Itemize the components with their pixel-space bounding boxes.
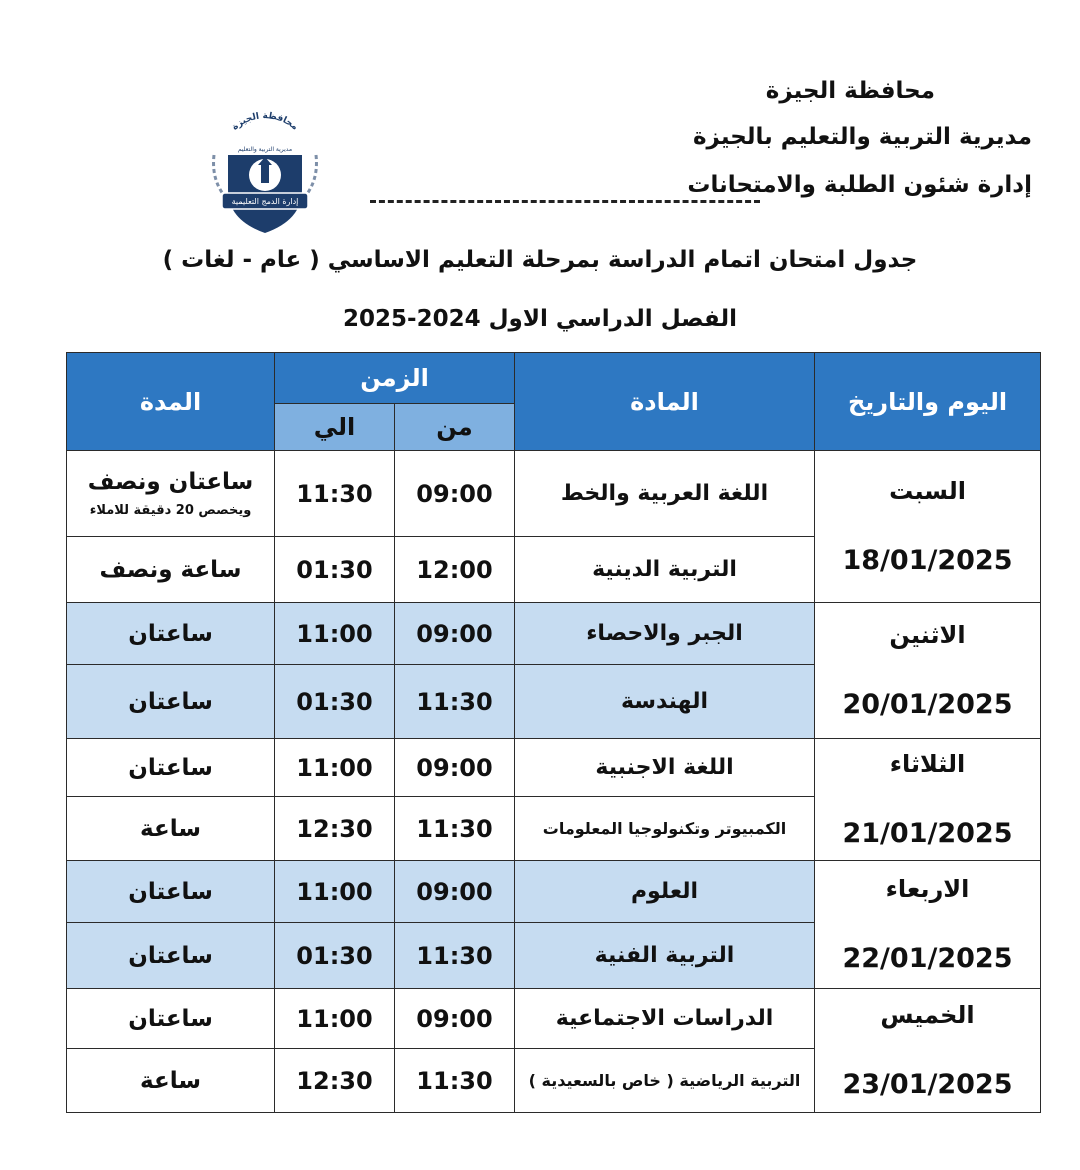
directorate-line: مديرية التربية والتعليم بالجيزة [692, 124, 1032, 150]
logo-sub-text: مديرية التربية والتعليم [237, 146, 293, 153]
from-time: 09:00 [395, 451, 515, 537]
duration-cell: ساعتان [67, 923, 275, 989]
subject-cell: العلوم [515, 861, 815, 923]
duration-note: ويخصص 20 دقيقة للاملاء [89, 503, 252, 518]
subject-cell: اللغة الاجنبية [515, 739, 815, 797]
exam-schedule-table [66, 352, 1041, 1113]
table-row [67, 603, 1041, 665]
day-cell [815, 861, 1041, 989]
from-time: 09:00 [395, 603, 515, 665]
day-name: الاثنين [889, 621, 966, 649]
day-cell [815, 739, 1041, 861]
subject-cell: الهندسة [515, 665, 815, 739]
from-time: 11:30 [395, 1049, 515, 1113]
header-from: من [395, 404, 515, 451]
to-time: 12:30 [275, 797, 395, 861]
logo-band-text: إدارة الدمج التعليمية [231, 197, 299, 206]
to-time: 01:30 [275, 537, 395, 603]
duration-cell: ساعة [67, 797, 275, 861]
day-date: 22/01/2025 [842, 943, 1013, 974]
day-cell [815, 603, 1041, 739]
to-time: 01:30 [275, 665, 395, 739]
day-name: السبت [889, 477, 966, 505]
day-date: 20/01/2025 [842, 689, 1013, 720]
to-time: 11:00 [275, 989, 395, 1049]
subject-cell: اللغة العربية والخط [515, 451, 815, 537]
duration-cell: ساعة ونصف [67, 537, 275, 603]
duration-cell: ساعة [67, 1049, 275, 1113]
header-subject: المادة [515, 353, 815, 451]
to-time: 11:00 [275, 603, 395, 665]
to-time: 11:00 [275, 739, 395, 797]
from-time: 11:30 [395, 923, 515, 989]
duration-cell: ساعتان [67, 665, 275, 739]
day-name: الاربعاء [885, 875, 970, 903]
day-date: 18/01/2025 [842, 545, 1013, 576]
from-time: 09:00 [395, 989, 515, 1049]
day-name: الخميس [880, 1001, 975, 1029]
subject-cell: الدراسات الاجتماعية [515, 989, 815, 1049]
from-time: 09:00 [395, 861, 515, 923]
day-cell [815, 989, 1041, 1113]
header-to: الي [275, 404, 395, 451]
day-name: الثلاثاء [889, 750, 966, 778]
header-day-date: اليوم والتاريخ [815, 353, 1041, 451]
governorate-line: محافظة الجيزة [765, 78, 935, 104]
schedule-title: جدول امتحان اتمام الدراسة بمرحلة التعليم الاساسي ( عام - لغات ) [162, 247, 918, 273]
from-time: 11:30 [395, 797, 515, 861]
subject-cell: الجبر والاحصاء [515, 603, 815, 665]
to-time: 11:30 [275, 451, 395, 537]
table-row [67, 861, 1041, 923]
day-date: 21/01/2025 [842, 818, 1013, 849]
duration-cell: ساعتان [67, 861, 275, 923]
table-row [67, 989, 1041, 1049]
subject-cell: التربية الفنية [515, 923, 815, 989]
subject-cell: التربية الرياضية ( خاص بالسعيدية ) [515, 1049, 815, 1113]
duration-cell [67, 451, 275, 537]
day-date: 23/01/2025 [842, 1069, 1013, 1100]
from-time: 12:00 [395, 537, 515, 603]
department-line: إدارة شئون الطلبة والامتحانات [687, 172, 1032, 198]
from-time: 09:00 [395, 739, 515, 797]
dashed-divider [370, 200, 760, 203]
duration-text: ساعتان ونصف [87, 469, 254, 495]
from-time: 11:30 [395, 665, 515, 739]
emblem-logo [200, 95, 330, 235]
duration-cell: ساعتان [67, 989, 275, 1049]
table-row [67, 739, 1041, 797]
table-row [67, 451, 1041, 537]
subject-cell: الكمبيوتر وتكنولوجيا المعلومات [515, 797, 815, 861]
subject-cell: التربية الدينية [515, 537, 815, 603]
logo-arc-text: محافظة الجيزة [230, 111, 300, 133]
header-duration: المدة [67, 353, 275, 451]
to-time: 11:00 [275, 861, 395, 923]
duration-cell: ساعتان [67, 739, 275, 797]
svg-text:محافظة الجيزة [230, 111, 299, 132]
schedule-subtitle: الفصل الدراسي الاول 2024-2025 [343, 306, 737, 332]
to-time: 01:30 [275, 923, 395, 989]
duration-cell: ساعتان [67, 603, 275, 665]
header-time: الزمن [275, 353, 515, 404]
to-time: 12:30 [275, 1049, 395, 1113]
day-cell [815, 451, 1041, 603]
